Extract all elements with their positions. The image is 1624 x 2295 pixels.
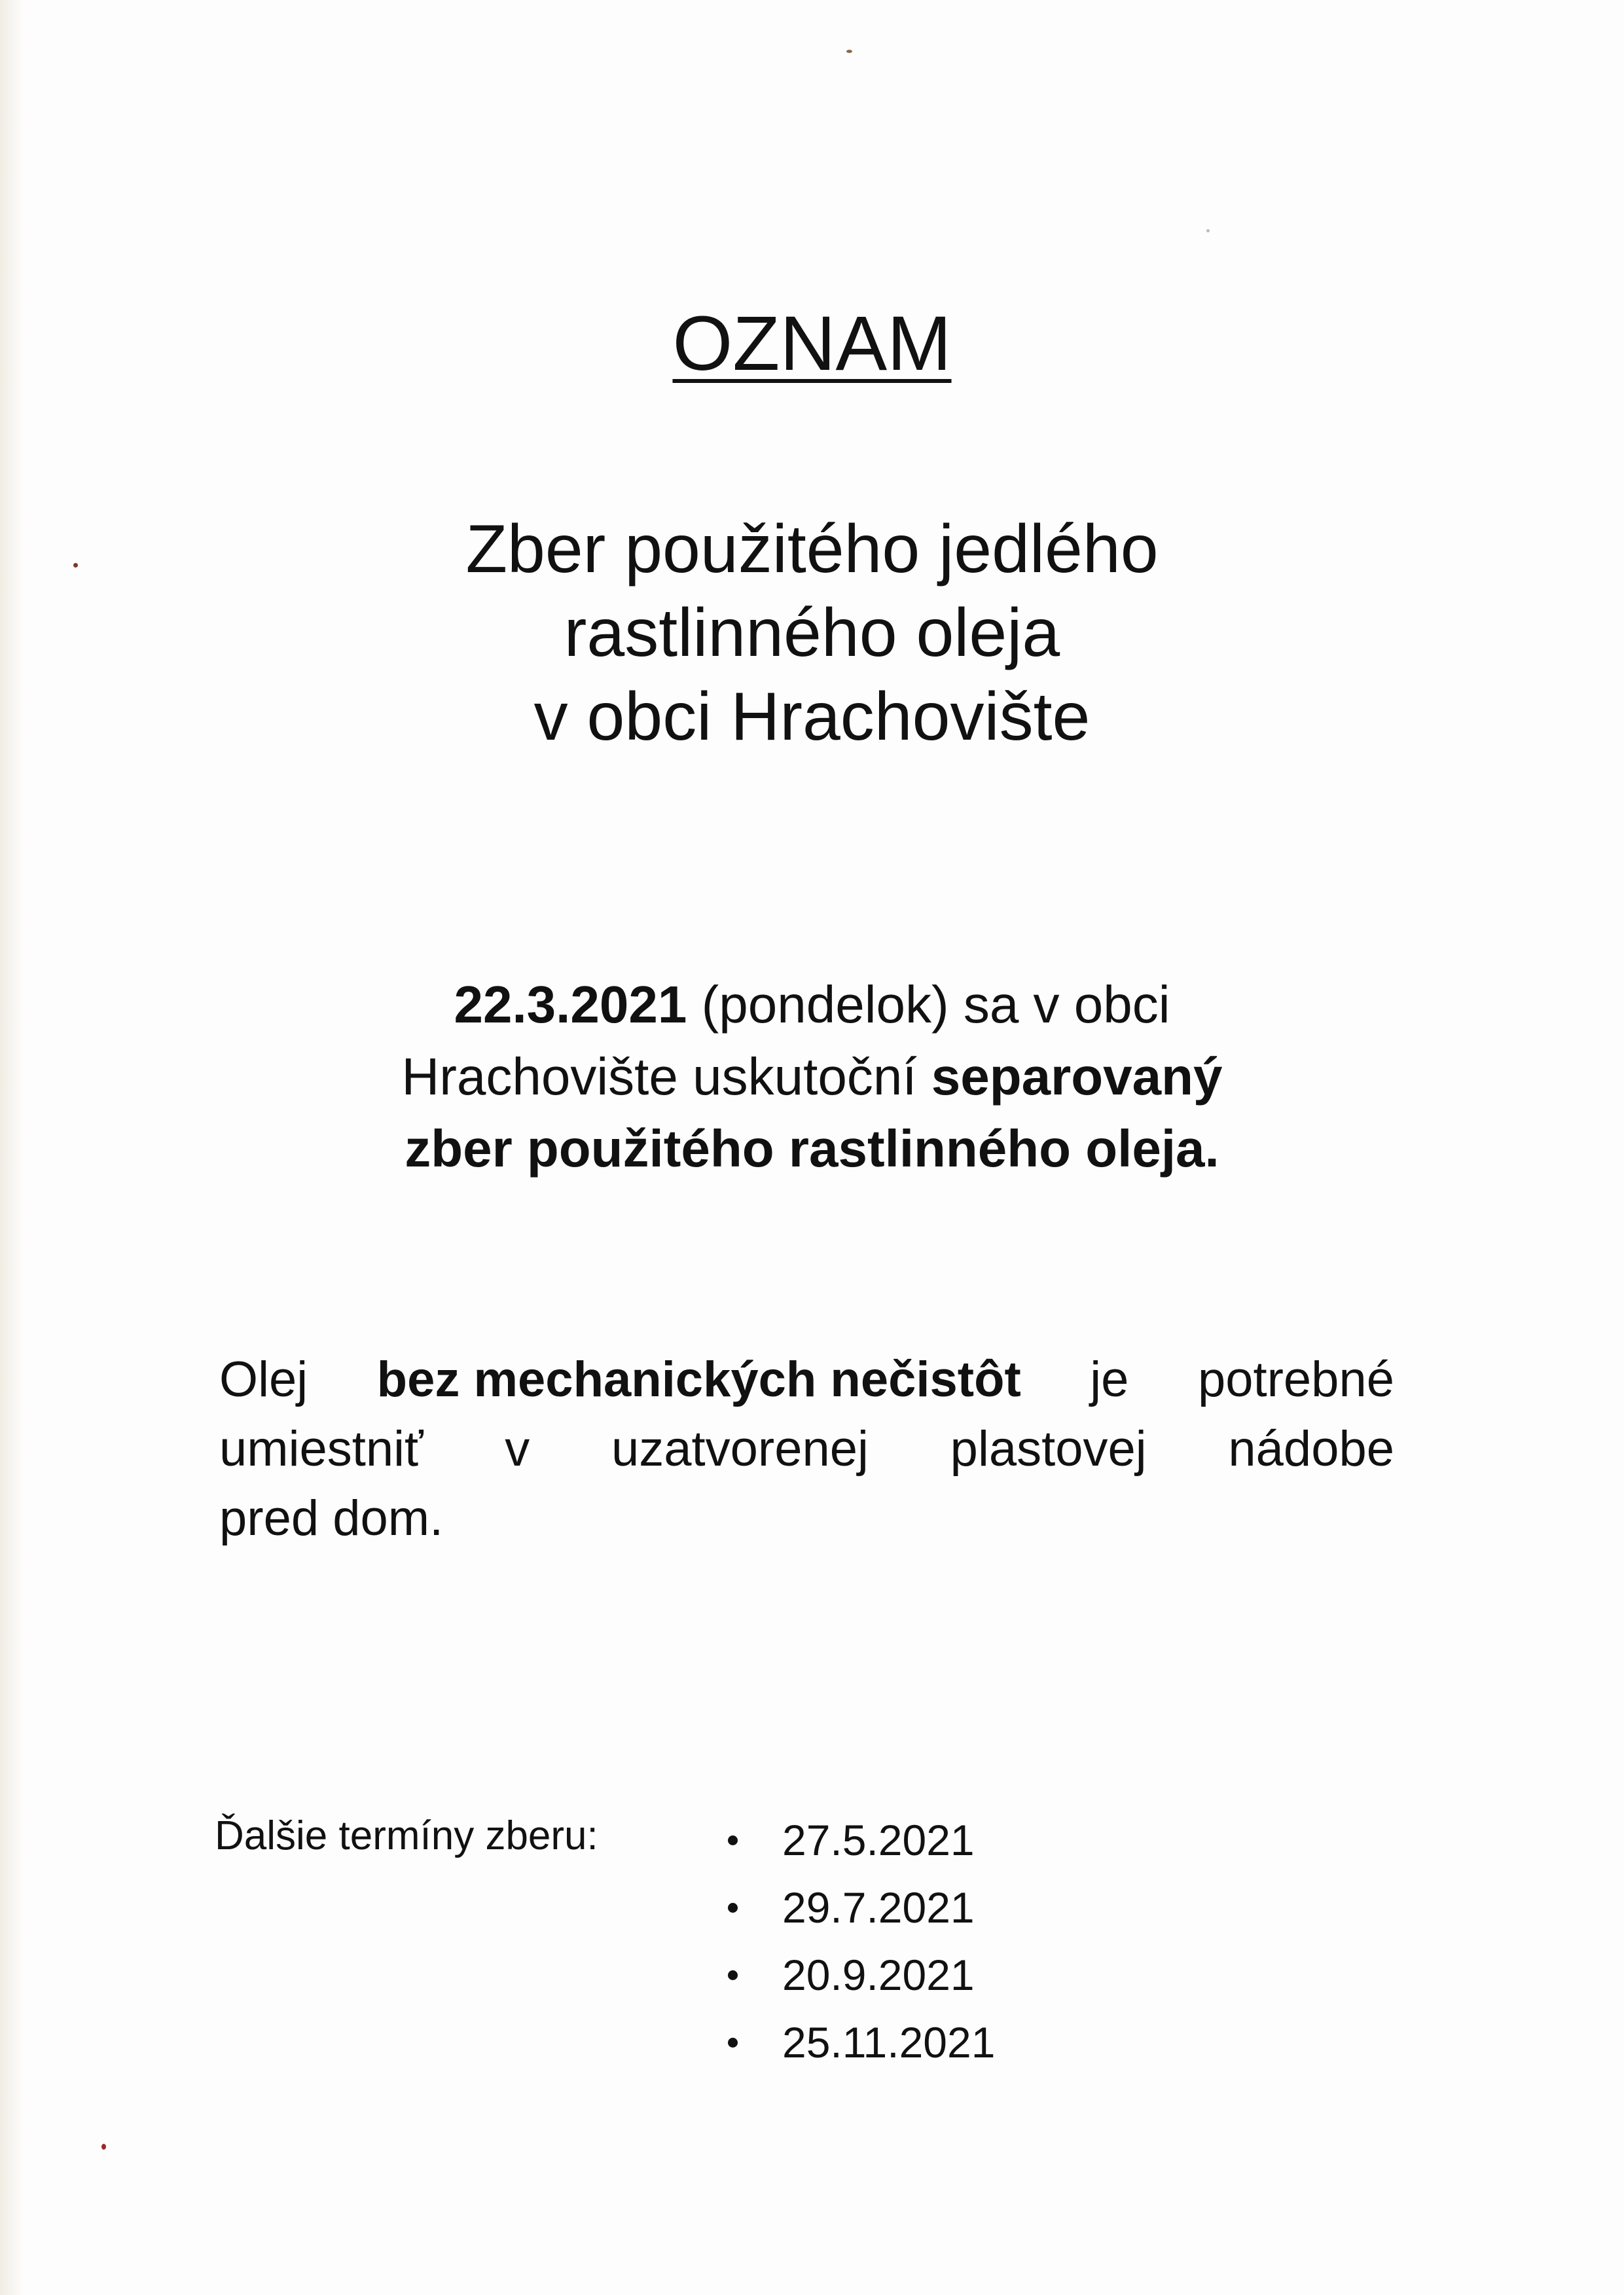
instructions-paragraph [219, 1345, 1394, 1553]
instructions-line: pred dom. [219, 1491, 444, 1546]
next-dates-label: Ďalšie termíny zberu: [215, 1813, 598, 1858]
notice-heading [0, 507, 1624, 759]
instructions-line: Olej bez mechanických nečistôt je potrebné [219, 1352, 1394, 1407]
next-dates-list [728, 1807, 995, 2076]
bullet-icon [728, 1835, 738, 1845]
announcement-line: Hrachovište uskutoční separovaný [401, 1047, 1223, 1106]
scan-speck [846, 50, 852, 53]
bullet-icon [728, 1903, 738, 1913]
collection-date: 22.3.2021 [454, 975, 687, 1034]
list-item: 25.11.2021 [728, 2009, 995, 2076]
heading-line: rastlinného oleja [564, 595, 1060, 671]
heading-line: v obci Hrachovište [533, 679, 1091, 755]
list-item: 27.5.2021 [728, 1807, 995, 1874]
announcement-line: 22.3.2021 (pondelok) sa v obci [454, 975, 1170, 1034]
instructions-line: umiestniť v uzatvorenej plastovej nádobe [219, 1421, 1394, 1477]
list-item: 29.7.2021 [728, 1874, 995, 1942]
list-item: 20.9.2021 [728, 1942, 995, 2009]
announcement-paragraph [0, 969, 1624, 1185]
announcement-line: zber použitého rastlinného oleja. [405, 1119, 1219, 1178]
scan-speck [101, 2144, 106, 2150]
notice-title: OZNAM [672, 300, 952, 387]
scan-speck [73, 563, 78, 568]
heading-line: Zber použitého jedlého [465, 511, 1159, 587]
scan-speck [1206, 229, 1210, 232]
bullet-icon [728, 1970, 738, 1980]
bullet-icon [728, 2038, 738, 2048]
